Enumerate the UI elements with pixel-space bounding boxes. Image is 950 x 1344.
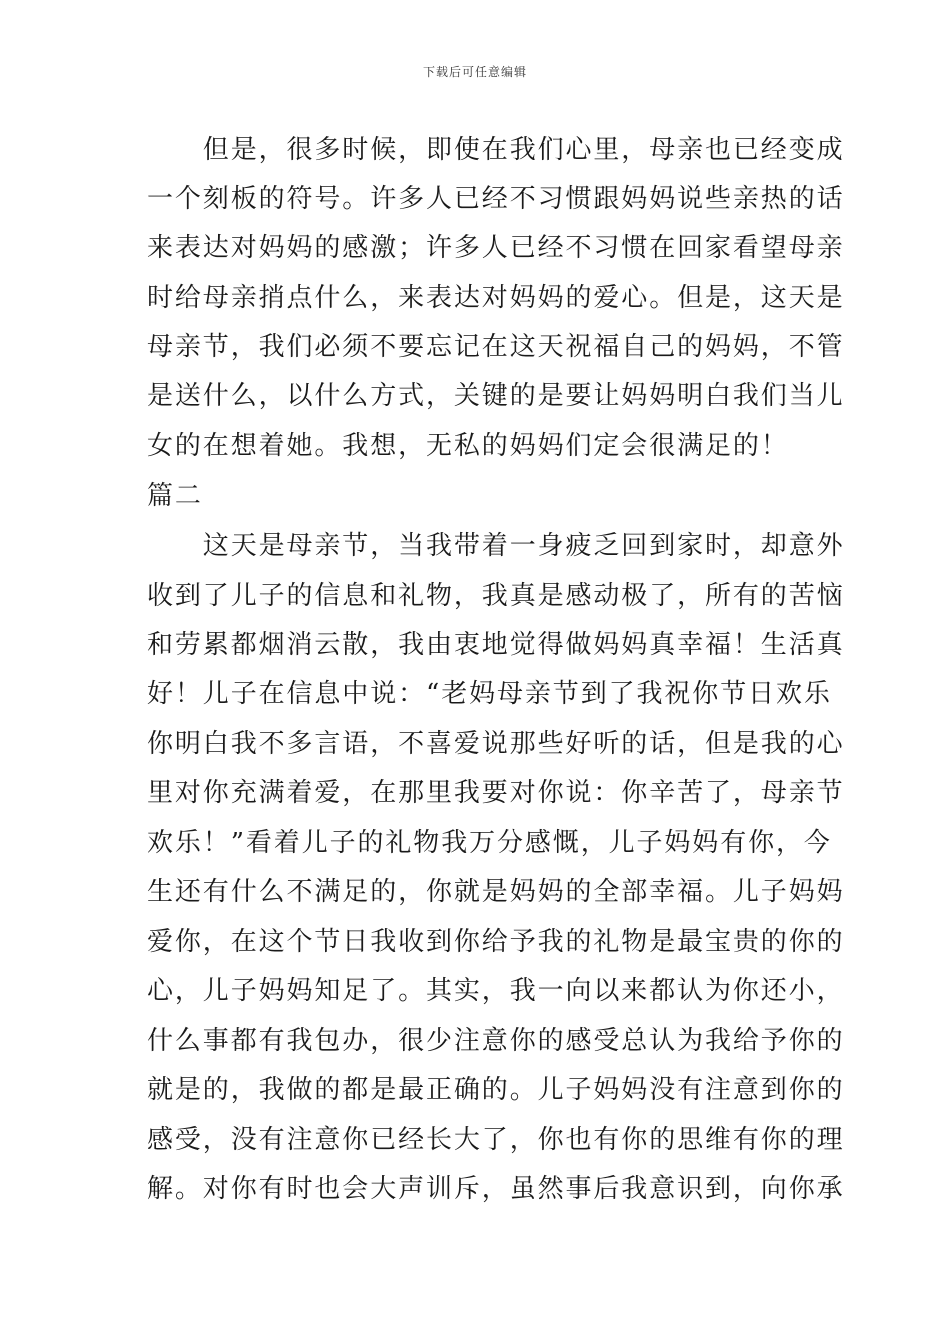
text-line: 是送什么，以什么方式，关键的是要让妈妈明白我们当儿 [147,381,845,411]
text-line: 女的在想着她。我想，无私的妈妈们定会很满足的！ [147,431,789,461]
text-line: 你明白我不多言语，不喜爱说那些好听的话，但是我的心 [147,729,845,759]
page-header: 下载后可任意编辑 [422,65,527,79]
text-line: 解。对你有时也会大声训斥，虽然事后我意识到，向你承 [147,1174,845,1204]
text-line: 爱你，在这个节日我收到你给予我的礼物是最宝贵的你的 [147,927,845,957]
text-line: 欢乐！”看着儿子的礼物我万分感慨，儿子妈妈有你，今 [147,828,832,858]
text-line: 生还有什么不满足的，你就是妈妈的全部幸福。儿子妈妈 [147,877,845,907]
text-line: 但是，很多时候，即使在我们心里，母亲也已经变成 [147,135,845,165]
text-line: 母亲节，我们必须不要忘记在这天祝福自己的妈妈，不管 [147,332,845,362]
text-line: 就是的，我做的都是最正确的。儿子妈妈没有注意到你的 [147,1075,845,1105]
text-line: 和劳累都烟消云散，我由衷地觉得做妈妈真幸福！生活真 [147,630,845,660]
section-heading: 篇二 [147,481,203,511]
text-line: 时给母亲捎点什么，来表达对妈妈的爱心。但是，这天是 [147,283,845,313]
text-line: 心，儿子妈妈知足了。其实，我一向以来都认为你还小， [147,976,845,1006]
text-line: 收到了儿子的信息和礼物，我真是感动极了，所有的苦恼 [147,581,845,611]
text-line: 什么事都有我包办，很少注意你的感受总认为我给予你的 [147,1026,845,1056]
text-line: 里对你充满着爱，在那里我要对你说：你辛苦了，母亲节 [147,778,845,808]
text-line: 感受，没有注意你已经长大了，你也有你的思维有你的理 [147,1125,845,1155]
text-line: 这天是母亲节，当我带着一身疲乏回到家时，却意外 [147,531,845,561]
text-line: 好！儿子在信息中说：“老妈母亲节到了我祝你节日欢乐 [147,679,832,709]
text-line: 一个刻板的符号。许多人已经不习惯跟妈妈说些亲热的话 [147,184,845,214]
text-line: 来表达对妈妈的感激；许多人已经不习惯在回家看望母亲 [147,233,845,263]
